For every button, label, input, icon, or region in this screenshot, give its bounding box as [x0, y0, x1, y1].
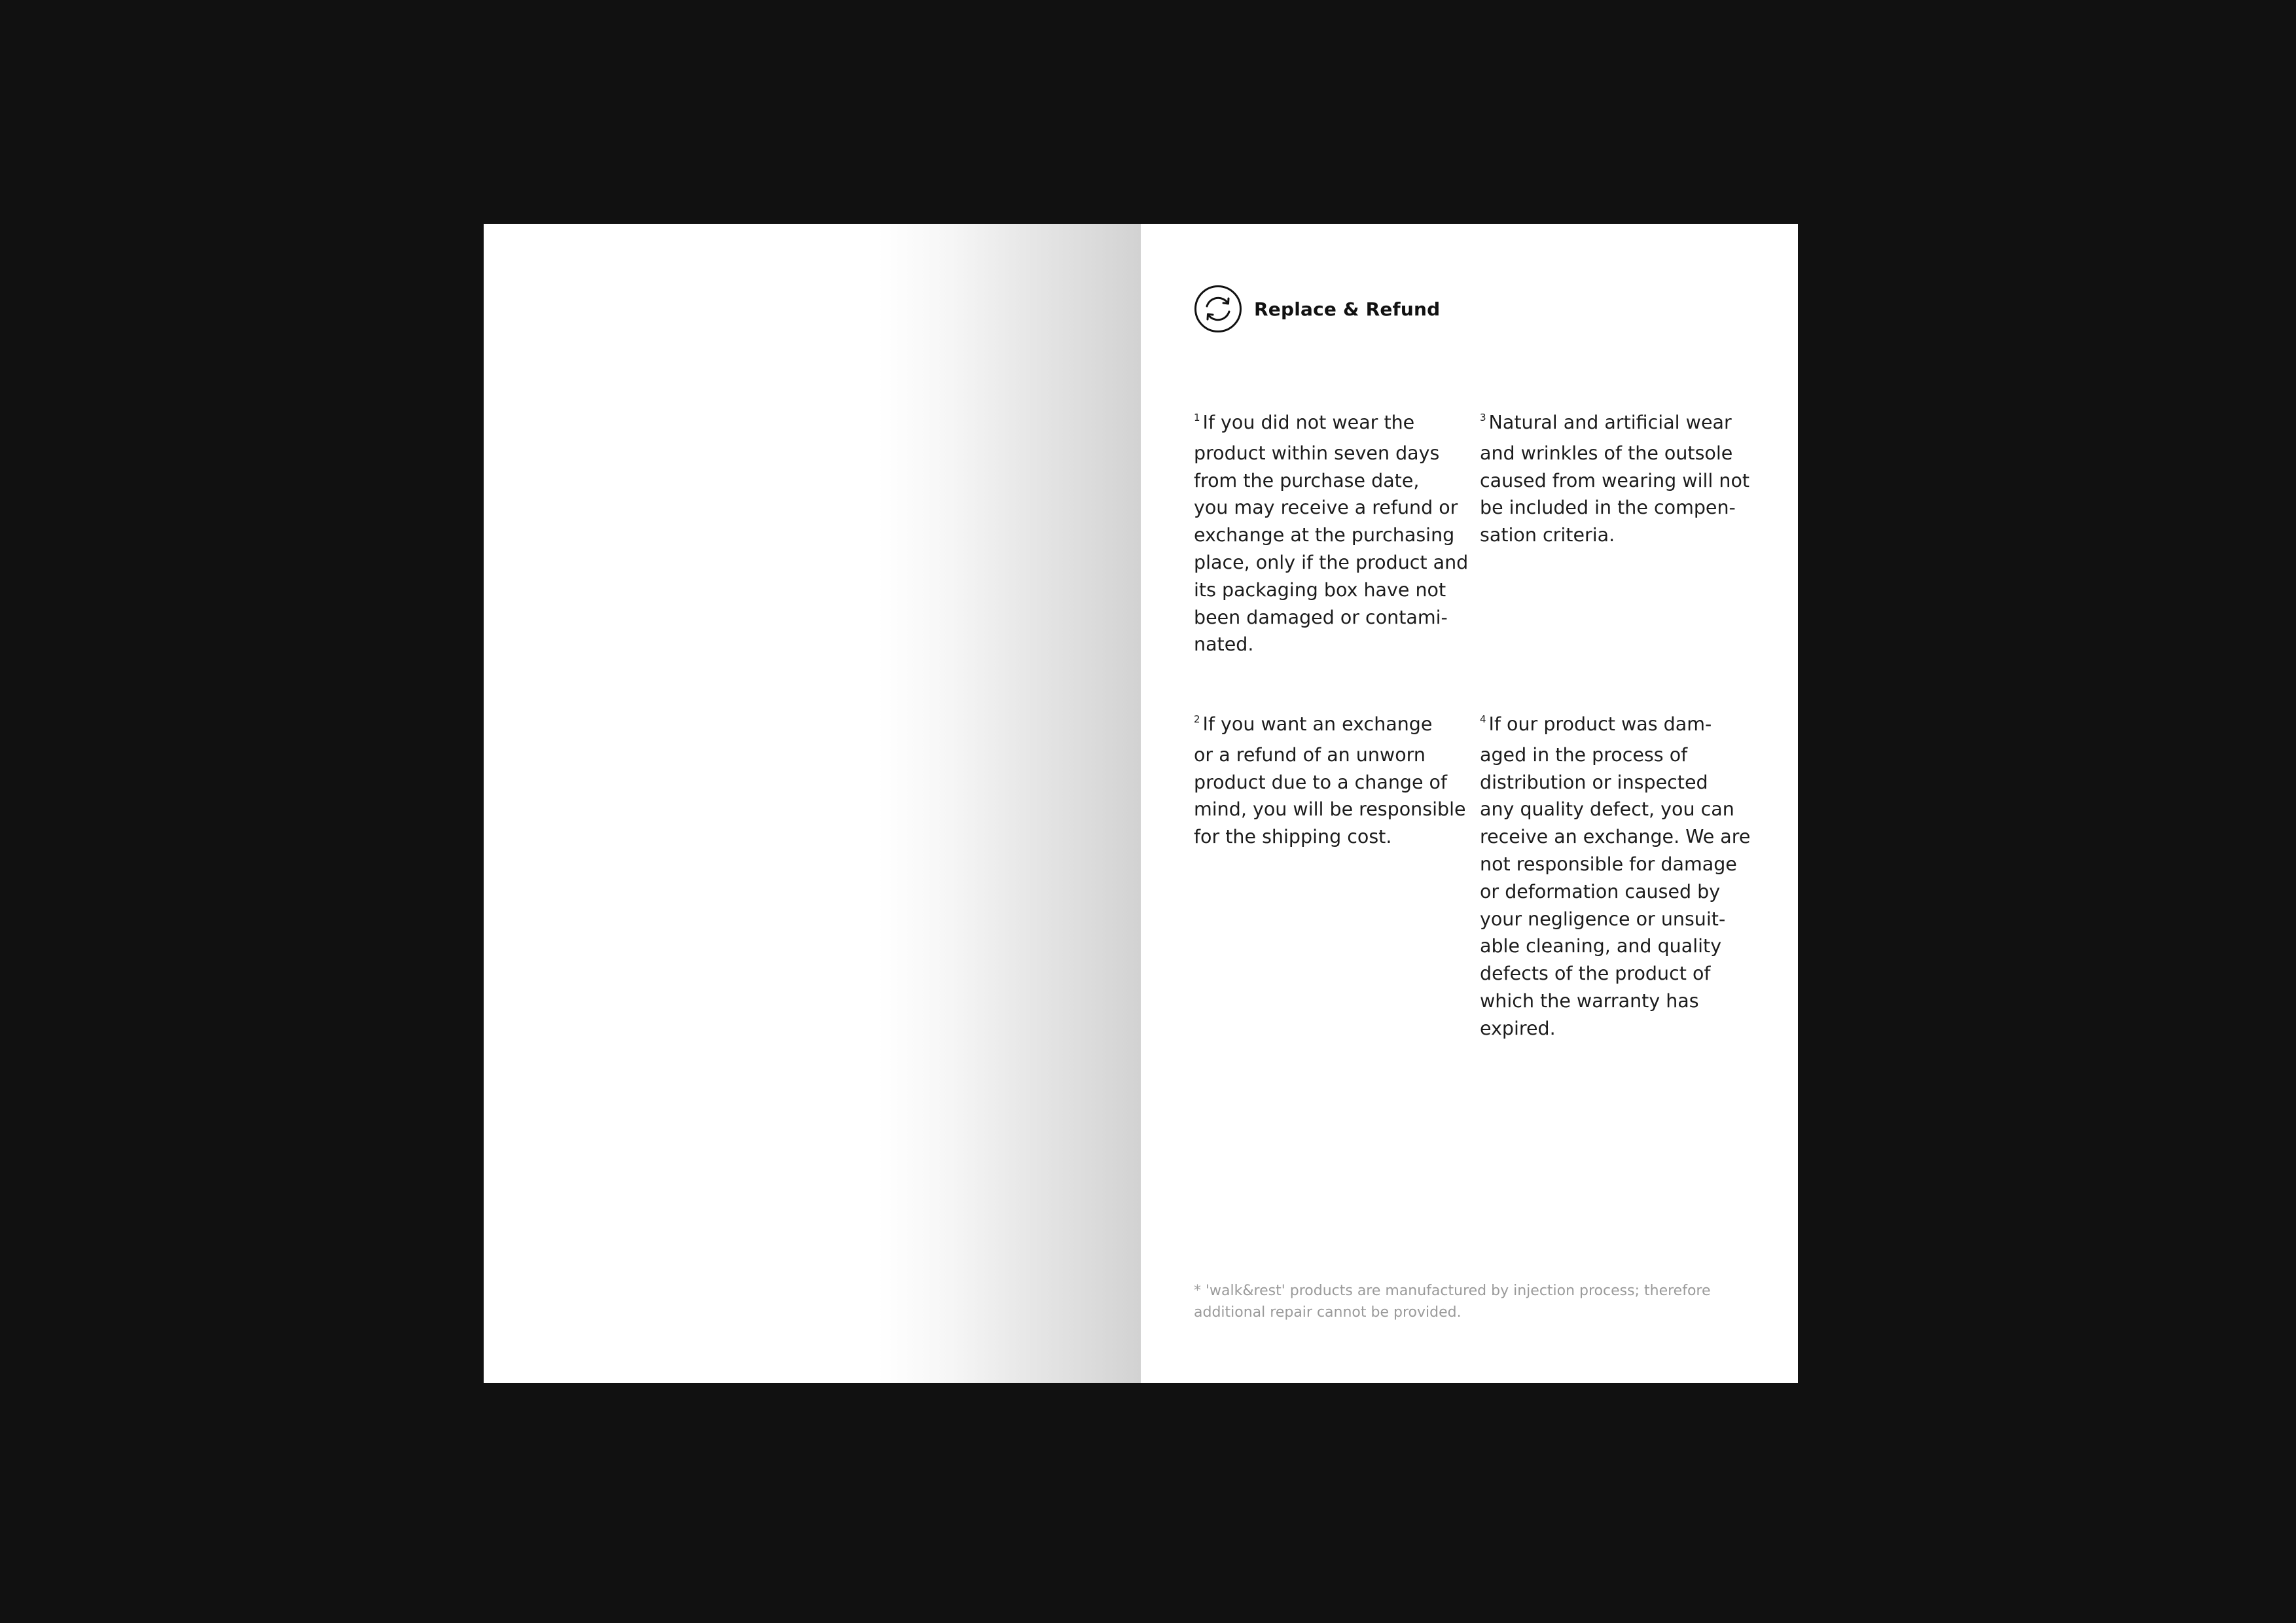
policy-line: be included in the compen- — [1480, 497, 1736, 519]
item-number: 2 — [1194, 713, 1200, 725]
policy-line: or deformation caused by — [1480, 880, 1721, 902]
refresh-cycle-icon — [1194, 285, 1242, 333]
item-number: 4 — [1480, 713, 1486, 725]
policy-line: $^1$ If you did not wear the — [1194, 412, 1415, 433]
policy-line: caused from wearing will not — [1480, 469, 1750, 491]
policy-line: been damaged or contami- — [1194, 606, 1448, 628]
policy-line: aged in the process of — [1480, 743, 1688, 766]
policy-item-2 — [1194, 711, 1466, 851]
policy-line: $^4$ If our product was dam- — [1480, 713, 1712, 735]
policy-line: or a refund of an unworn — [1194, 743, 1426, 766]
footnote — [1194, 1280, 1770, 1323]
footnote-line: * 'walk&rest' products are manufactured by injection process; therefore — [1194, 1283, 1711, 1299]
left-page — [484, 224, 1141, 1383]
item-number: 3 — [1480, 412, 1486, 423]
policy-line: for the shipping cost. — [1194, 826, 1392, 848]
policy-line: able cleaning, and quality — [1480, 935, 1722, 957]
policy-line: distribution or inspected — [1480, 771, 1708, 793]
policy-line: expired. — [1480, 1017, 1556, 1039]
footnote-line: additional repair cannot be provided. — [1194, 1304, 1462, 1321]
policy-item-3 — [1480, 409, 1748, 549]
policy-line: from the purchase date, — [1194, 469, 1420, 491]
policy-item-4 — [1480, 711, 1751, 1043]
item-number: 1 — [1194, 412, 1200, 423]
policy-line: mind, you will be responsible — [1194, 798, 1466, 821]
policy-line: nated. — [1194, 633, 1254, 656]
right-page — [1141, 224, 1798, 1383]
policy-line: place, only if the product and — [1194, 551, 1469, 573]
policy-line: defects of the product of — [1480, 963, 1711, 985]
policy-line: your negligence or unsuit- — [1480, 908, 1726, 930]
policy-line: product due to a change of — [1194, 771, 1448, 793]
policy-line: sation criteria. — [1480, 524, 1615, 546]
page-title: Replace & Refund — [1254, 298, 1441, 320]
section-header — [1194, 285, 1440, 333]
policy-line: its packaging box have not — [1194, 579, 1446, 601]
policy-line: you may receive a refund or — [1194, 497, 1458, 519]
policy-line: exchange at the purchasing — [1194, 524, 1455, 546]
booklet-spread — [484, 224, 1798, 1383]
policy-line: and wrinkles of the outsole — [1480, 442, 1733, 464]
policy-item-1 — [1194, 409, 1469, 658]
policy-line: $^3$ Natural and artificial wear — [1480, 412, 1732, 433]
policy-line: product within seven days — [1194, 442, 1440, 464]
policy-line: not responsible for damage — [1480, 853, 1737, 875]
policy-line: receive an exchange. We are — [1480, 826, 1751, 848]
policy-line: $^2$ If you want an exchange — [1194, 713, 1433, 735]
policy-line: which the warranty has — [1480, 990, 1699, 1012]
policy-line: any quality defect, you can — [1480, 798, 1734, 821]
